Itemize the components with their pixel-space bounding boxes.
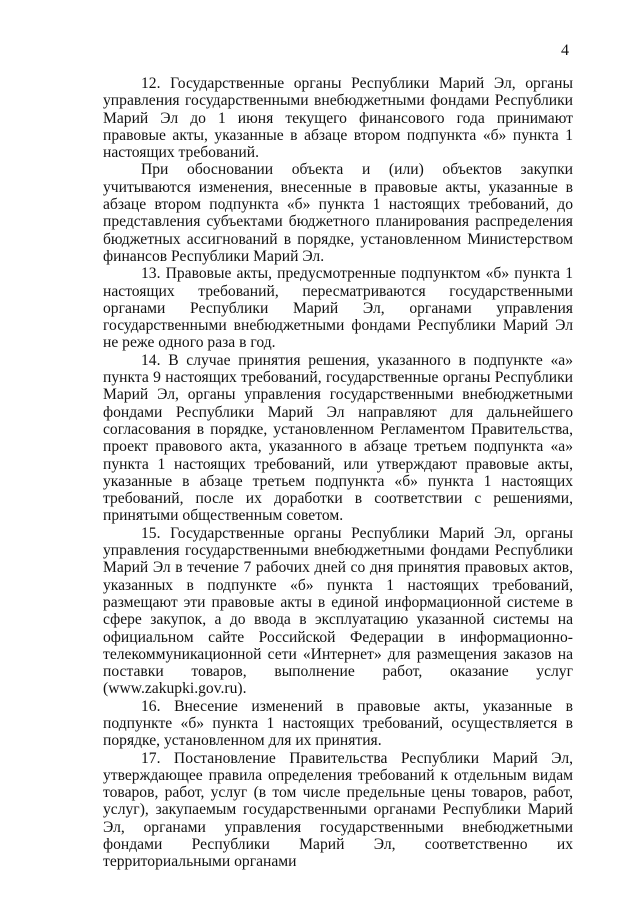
paragraph-12-continuation: При обосновании объекта и (или) объектов закупки учитываются изменения, внесенные в правовые акты, указанные в абзаце втором подпункта «б» пункта 1 настоящих требований, до представления субъектами бюджетного планирования распределения бюджетных ассигнований в порядке, установленном Министерством финансов Республики Марий Эл. — [103, 161, 573, 265]
paragraph-16: 16. Внесение изменений в правовые акты, указанные в подпункте «б» пункта 1 настоящих требований, осуществляется в порядке, установленном для их принятия. — [103, 697, 573, 750]
page-number: 4 — [561, 42, 569, 59]
paragraph-14: 14. В случае принятия решения, указанного в подпункте «а» пункта 9 настоящих требований, государственные органы Республики Марий Эл, органы управления государственными внебюджетными фондами Республики Марий Эл направляют для дальнейшего согласования в порядке, установленном Регламентом Правительства, проект правового акта, указанного в абзаце третьем подпункта «а» пункта 1 настоящих требований, или утверждают правовые акты, указанные в абзаце третьем подпункта «б» пункта 1 настоящих требований, после их доработки в соответствии с решениями, принятыми общественным советом. — [103, 351, 573, 525]
paragraph-17: 17. Постановление Правительства Республики Марий Эл, утверждающее правила определения требований к отдельным видам товаров, работ, услуг (в том числе предельные цены товаров, работ, услуг), закупаемым государственными органами Республики Марий Эл, органами управления государственными внебюджетными фондами Республики Марий Эл, соответственно их территориальными органами — [103, 749, 573, 871]
paragraph-13: 13. Правовые акты, предусмотренные подпунктом «б» пункта 1 настоящих требований, пересматриваются государственными органами Республики Марий Эл, органами управления государственными внебюджетными фондами Республики Марий Эл не реже одного раза в год. — [103, 265, 573, 352]
paragraph-12: 12. Государственные органы Республики Марий Эл, органы управления государственными внебюджетными фондами Республики Марий Эл до 1 июня текущего финансового года принимают правовые акты, указанные в абзаце втором подпункта «б» пункта 1 настоящих требований. — [103, 75, 573, 162]
paragraph-15: 15. Государственные органы Республики Марий Эл, органы управления государственными внебюджетными фондами Республики Марий Эл в течение 7 рабочих дней со дня принятия правовых актов, указанных в подпункте «б» пункта 1 настоящих требований, размещают эти правовые акты в единой информационной системе в сфере закупок, а до ввода в эксплуатацию указанной системы на официальном сайте Российской Федерации в информационно-телекоммуникационной сети «Интернет» для размещения заказов на поставки товаров, выполнение работ, оказание услуг (www.zakupki.gov.ru). — [103, 524, 573, 698]
document-body — [103, 75, 573, 871]
